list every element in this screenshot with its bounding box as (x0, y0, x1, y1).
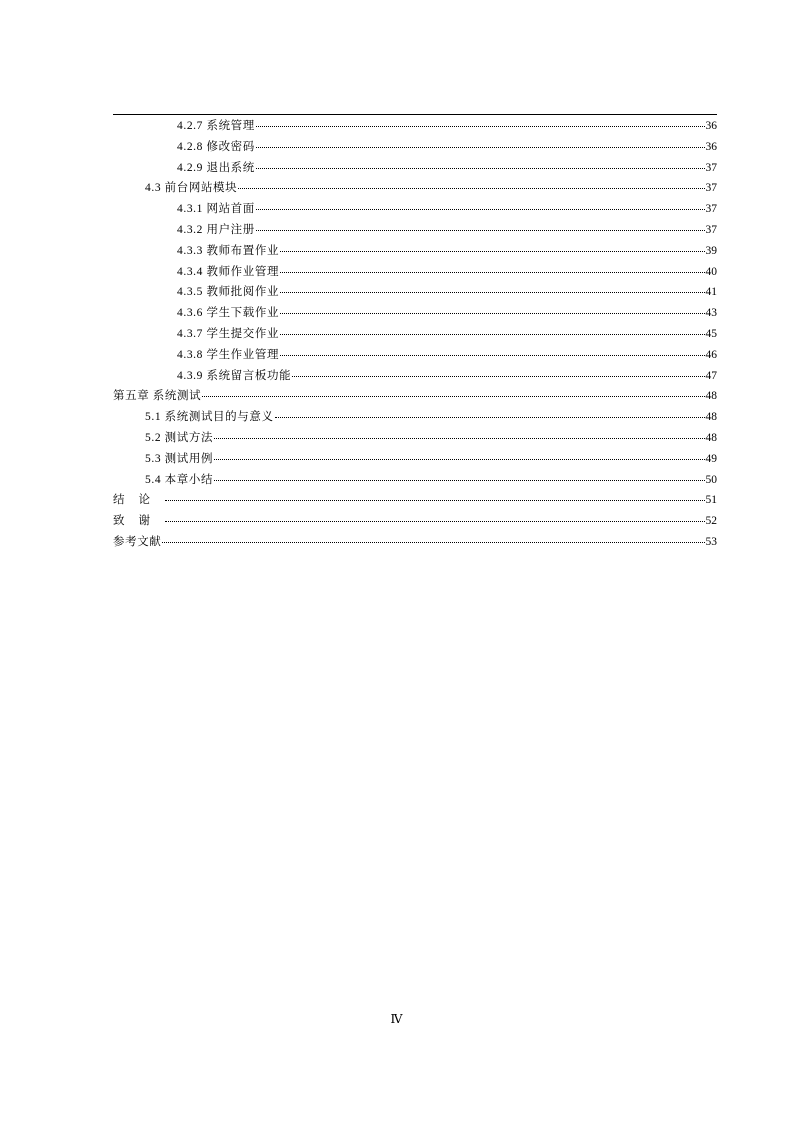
toc-entry-title: 4.2.9 退出系统 (177, 161, 255, 174)
toc-entry[interactable] (113, 490, 717, 511)
toc-entry-title: 5.3 测试用例 (145, 452, 214, 465)
toc-dot-leader (165, 490, 705, 501)
toc-entry-title: 4.2.7 系统管理 (177, 120, 255, 132)
toc-dot-leader (256, 199, 705, 210)
toc-entry-title: 4.3.3 教师布置作业 (177, 244, 280, 257)
toc-entry[interactable] (113, 470, 717, 491)
toc-entry-page: 48 (705, 411, 717, 424)
toc-entry-title: 结论 (113, 494, 164, 507)
toc-entry[interactable] (113, 158, 717, 179)
header-rule (113, 114, 717, 115)
toc-entry-page: 45 (705, 327, 717, 340)
toc-entry-title: 4.2.8 修改密码 (177, 140, 255, 153)
toc-dot-leader (238, 178, 704, 189)
toc-entry[interactable] (113, 532, 717, 553)
toc-entry-title: 5.1 系统测试目的与意义 (145, 411, 274, 424)
toc-entry[interactable] (113, 407, 717, 428)
toc-entry-title: 4.3.9 系统留言板功能 (177, 369, 292, 382)
toc-entry-title: 4.3.4 教师作业管理 (177, 265, 280, 278)
toc-entry-page: 48 (705, 390, 717, 403)
toc-dot-leader (256, 137, 705, 148)
toc-entry[interactable] (113, 137, 717, 158)
toc-entry[interactable] (113, 116, 717, 137)
toc-dot-leader (256, 158, 705, 169)
toc-entry[interactable] (113, 449, 717, 470)
toc-entry[interactable] (113, 262, 717, 283)
toc-entry-title: 5.4 本章小结 (145, 473, 214, 486)
table-of-contents (113, 116, 717, 553)
toc-entry-page: 36 (705, 120, 717, 132)
toc-entry-title: 4.3 前台网站模块 (145, 182, 238, 195)
toc-entry[interactable] (113, 303, 717, 324)
toc-dot-leader (280, 324, 704, 335)
toc-dot-leader (280, 262, 704, 273)
toc-dot-leader (280, 282, 704, 293)
toc-entry-title: 参考文献 (113, 535, 162, 548)
toc-entry[interactable] (113, 199, 717, 220)
toc-entry-page: 43 (705, 307, 717, 320)
toc-dot-leader (214, 449, 704, 460)
toc-dot-leader (280, 345, 704, 356)
toc-entry-page: 53 (705, 535, 717, 548)
toc-dot-leader (165, 511, 705, 522)
toc-entry-title: 4.3.7 学生提交作业 (177, 327, 280, 340)
toc-dot-leader (280, 303, 704, 314)
page-number: Ⅳ (390, 1012, 403, 1026)
toc-entry-page: 48 (705, 431, 717, 444)
toc-entry-page: 41 (705, 286, 717, 299)
toc-entry-page: 49 (705, 452, 717, 465)
toc-entry-page: 50 (705, 473, 717, 486)
toc-entry[interactable] (113, 345, 717, 366)
toc-entry-page: 51 (705, 494, 717, 507)
toc-entry[interactable] (113, 241, 717, 262)
toc-dot-leader (256, 220, 705, 231)
toc-entry-title: 第五章 系统测试 (113, 390, 202, 403)
toc-entry[interactable] (113, 220, 717, 241)
toc-dot-leader (280, 241, 704, 252)
toc-dot-leader (292, 366, 704, 377)
toc-entry-page: 39 (705, 244, 717, 257)
toc-entry-page: 37 (705, 161, 717, 174)
toc-entry-page: 36 (705, 140, 717, 153)
toc-entry[interactable] (113, 386, 717, 407)
toc-entry-page: 52 (705, 515, 717, 528)
toc-entry-title: 4.3.1 网站首面 (177, 203, 255, 216)
toc-entry-title: 4.3.6 学生下载作业 (177, 307, 280, 320)
toc-entry-page: 37 (705, 203, 717, 216)
toc-entry-page: 46 (705, 348, 717, 361)
toc-dot-leader (162, 532, 704, 543)
toc-dot-leader (214, 428, 704, 439)
toc-entry[interactable] (113, 282, 717, 303)
toc-entry-page: 47 (705, 369, 717, 382)
toc-entry[interactable] (113, 178, 717, 199)
toc-entry-title: 5.2 测试方法 (145, 431, 214, 444)
toc-entry[interactable] (113, 428, 717, 449)
toc-entry-page: 37 (705, 223, 717, 236)
toc-entry-title: 4.3.2 用户注册 (177, 223, 255, 236)
toc-entry[interactable] (113, 366, 717, 387)
toc-dot-leader (275, 407, 705, 418)
toc-entry-title: 4.3.5 教师批阅作业 (177, 286, 280, 299)
toc-entry[interactable] (113, 324, 717, 345)
toc-entry[interactable] (113, 511, 717, 532)
toc-entry-title: 致谢 (113, 515, 164, 528)
toc-dot-leader (256, 116, 705, 127)
toc-entry-page: 37 (705, 182, 717, 195)
toc-entry-page: 40 (705, 265, 717, 278)
toc-dot-leader (214, 470, 704, 481)
toc-entry-title: 4.3.8 学生作业管理 (177, 348, 280, 361)
toc-dot-leader (202, 386, 704, 397)
